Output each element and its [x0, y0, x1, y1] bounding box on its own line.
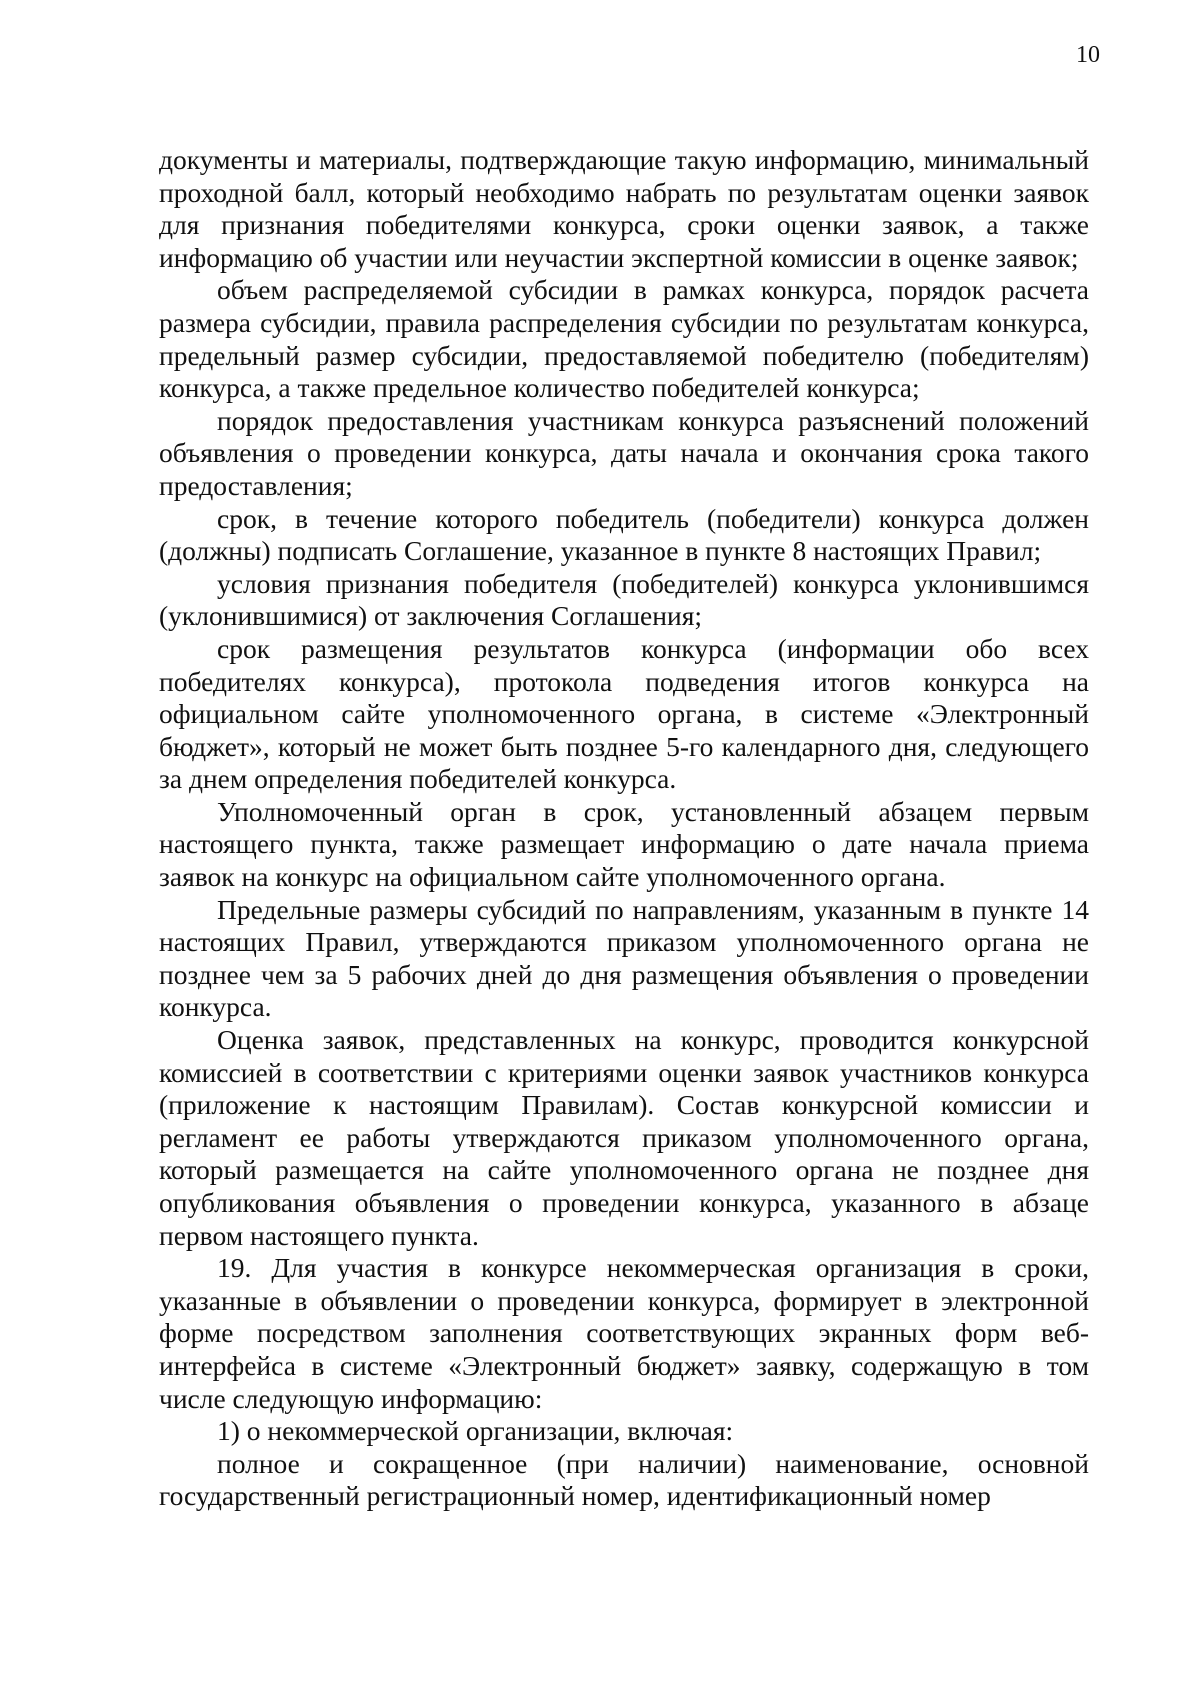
paragraph: объем распределяемой субсидии в рамках конкурса, порядок расчета размера субсидии, правила распределения субсидии по результатам конкурса, предельный размер субсидии, предоставляемой победителю (победителям) конкурса, а также предельное количество победителей конкурса; — [159, 274, 1089, 404]
paragraph: Оценка заявок, представленных на конкурс, проводится конкурсной комиссией в соответствии с критериями оценки заявок участников конкурса (приложение к настоящим Правилам). Состав конкурсной комиссии и регламент ее работы утверждаются приказом уполномоченного органа, который размещается на сайте уполномоченного органа не позднее дня опубликования объявления о проведении конкурса, указанного в абзаце первом настоящего пункта. — [159, 1024, 1089, 1251]
paragraph: условия признания победителя (победителей) конкурса уклонившимся (уклонившимися) от заключения Соглашения; — [159, 567, 1089, 632]
paragraph: Предельные размеры субсидий по направлениям, указанным в пункте 14 настоящих Правил, утверждаются приказом уполномоченного органа не позднее чем за 5 рабочих дней до дня размещения объявления о проведении конкурса. — [159, 893, 1089, 1023]
paragraph: Уполномоченный орган в срок, установленный абзацем первым настоящего пункта, также размещает информацию о дате начала приема заявок на конкурс на официальном сайте уполномоченного органа. — [159, 795, 1089, 893]
paragraph-subitem-1: 1) о некоммерческой организации, включая: — [217, 1415, 734, 1447]
paragraph: срок, в течение которого победитель (победители) конкурса должен (должны) подписать Соглашение, указанное в пункте 8 настоящих Правил; — [159, 502, 1089, 567]
page-number: 10 — [1076, 42, 1100, 68]
paragraph: полное и сокращенное (при наличии) наименование, основной государственный регистрационный номер, идентификационный номер — [159, 1447, 1089, 1512]
paragraph-item-19: 19. Для участия в конкурсе некоммерческая организация в сроки, указанные в объявлении о проведении конкурса, формирует в электронной форме посредством заполнения соответствующих экранных форм веб-интерфейса в системе «Электронный бюджет» заявку, содержащую в том числе следующую информацию: — [159, 1252, 1089, 1414]
paragraph: порядок предоставления участникам конкурса разъяснений положений объявления о проведении конкурса, даты начала и окончания срока такого предоставления; — [159, 404, 1089, 501]
paragraph: срок размещения результатов конкурса (информации обо всех победителях конкурса), протокола подведения итогов конкурса на официальном сайте уполномоченного органа, в системе «Электронный бюджет», который не может быть позднее 5-го календарного дня, следующего за днем определения победителей конкурса. — [159, 632, 1089, 795]
document-body — [159, 144, 1089, 1513]
paragraph-continuation: документы и материалы, подтверждающие такую информацию, минимальный проходной балл, который необходимо набрать по результатам оценки заявок для признания победителями конкурса, сроки оценки заявок, а также информацию об участии или неучастии экспертной комиссии в оценке заявок; — [159, 144, 1089, 273]
